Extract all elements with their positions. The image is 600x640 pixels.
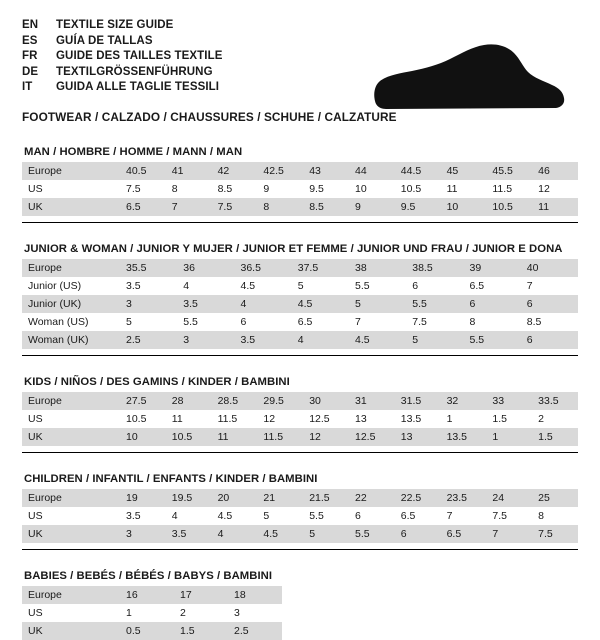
dress-shoe-icon [368,38,568,116]
language-row [22,18,352,34]
size-cell: 1.5 [532,428,578,446]
size-cell: 28.5 [212,392,258,410]
size-table [22,259,578,349]
size-cell: 8 [166,180,212,198]
size-cell: 1 [441,410,487,428]
size-cell: 11.5 [257,428,303,446]
size-cell: 29.5 [257,392,303,410]
size-cell: 45 [441,162,487,180]
table-row [22,586,578,604]
size-cell: 40.5 [120,162,166,180]
size-cell: 22 [349,489,395,507]
row-label: UK [22,622,120,640]
size-cell: 4 [212,525,258,543]
size-cell: 0.5 [120,622,174,640]
size-cell: 10 [120,428,166,446]
size-cell: 19 [120,489,166,507]
size-cell: 41 [166,162,212,180]
size-cell: 6 [395,525,441,543]
section-divider [22,549,578,550]
size-cell: 3.5 [235,331,292,349]
size-cell: 35.5 [120,259,177,277]
size-cell: 7 [349,313,406,331]
table-row [22,180,578,198]
size-cell: 6.5 [292,313,349,331]
size-cell: 18 [228,586,282,604]
size-cell: 7 [486,525,532,543]
size-cell: 46 [532,162,578,180]
section-divider [22,355,578,356]
size-cell: 4 [235,295,292,313]
size-cell: 2 [532,410,578,428]
size-tables-root [22,146,578,640]
size-table [22,162,578,216]
table-filler [282,604,578,622]
size-table [22,489,578,543]
size-cell: 3.5 [177,295,234,313]
size-cell: 20 [212,489,258,507]
row-label: UK [22,198,120,216]
size-cell: 39 [464,259,521,277]
size-cell: 5 [406,331,463,349]
size-cell: 6 [521,331,578,349]
language-title: GUIDE DES TAILLES TEXTILE [56,50,223,62]
table-row [22,489,578,507]
size-cell: 19.5 [166,489,212,507]
size-cell: 5.5 [349,525,395,543]
table-row [22,525,578,543]
size-cell: 9.5 [395,198,441,216]
size-cell: 5.5 [349,277,406,295]
size-cell: 3.5 [166,525,212,543]
size-cell: 5 [257,507,303,525]
size-cell: 12 [532,180,578,198]
size-cell: 6.5 [464,277,521,295]
size-cell: 36 [177,259,234,277]
footwear-heading: FOOTWEAR / CALZADO / CHAUSSURES / SCHUHE / CALZATURE [22,109,397,124]
size-cell: 22.5 [395,489,441,507]
size-cell: 6 [521,295,578,313]
size-cell: 7.5 [406,313,463,331]
size-cell: 44.5 [395,162,441,180]
size-cell: 7.5 [486,507,532,525]
size-cell: 44 [349,162,395,180]
size-table [22,392,578,446]
size-cell: 9.5 [303,180,349,198]
size-cell: 27.5 [120,392,166,410]
size-cell: 4.5 [212,507,258,525]
size-cell: 16 [120,586,174,604]
size-cell: 5.5 [464,331,521,349]
size-cell: 32 [441,392,487,410]
size-cell: 13.5 [441,428,487,446]
size-cell: 42 [212,162,258,180]
size-cell: 3 [177,331,234,349]
row-label: US [22,604,120,622]
row-label: Junior (UK) [22,295,120,313]
section-divider [22,222,578,223]
size-cell: 28 [166,392,212,410]
size-cell: 7.5 [120,180,166,198]
size-cell: 36.5 [235,259,292,277]
size-cell: 11 [212,428,258,446]
size-cell: 45.5 [486,162,532,180]
size-cell: 3.5 [120,277,177,295]
size-cell: 10.5 [120,410,166,428]
size-cell: 5.5 [406,295,463,313]
size-cell: 5.5 [303,507,349,525]
size-cell: 7 [441,507,487,525]
row-label: US [22,410,120,428]
table-row [22,277,578,295]
size-cell: 2.5 [120,331,177,349]
language-title: GUIDA ALLE TAGLIE TESSILI [56,81,220,93]
size-cell: 6 [464,295,521,313]
table-row [22,331,578,349]
size-cell: 4.5 [292,295,349,313]
size-cell: 11 [441,180,487,198]
size-section-babies [22,570,578,640]
size-cell: 6.5 [120,198,166,216]
size-cell: 8 [257,198,303,216]
row-label: Woman (UK) [22,331,120,349]
table-row [22,162,578,180]
size-cell: 30 [303,392,349,410]
size-cell: 8 [532,507,578,525]
row-label: Europe [22,259,120,277]
size-cell: 1 [120,604,174,622]
row-label: Europe [22,586,120,604]
size-section-junior-woman [22,243,578,356]
size-section-children [22,473,578,550]
size-cell: 4 [166,507,212,525]
table-row [22,507,578,525]
table-filler [282,586,578,604]
size-cell: 8 [464,313,521,331]
language-row [22,65,352,81]
size-section-man [22,146,578,223]
row-label: UK [22,428,120,446]
language-title: TEXTILGRÖSSENFÜHRUNG [56,65,213,78]
table-row [22,604,578,622]
size-cell: 38 [349,259,406,277]
table-row [22,295,578,313]
size-cell: 5 [292,277,349,295]
size-cell: 11 [166,410,212,428]
size-cell: 6 [235,313,292,331]
row-label: UK [22,525,120,543]
language-title-list [22,18,352,96]
row-label: Europe [22,392,120,410]
size-cell: 6 [406,277,463,295]
row-label: Junior (US) [22,277,120,295]
size-cell: 25 [532,489,578,507]
language-code: FR [22,50,38,62]
size-cell: 42.5 [257,162,303,180]
size-cell: 37.5 [292,259,349,277]
size-cell: 13 [349,410,395,428]
size-cell: 21.5 [303,489,349,507]
size-cell: 3 [120,295,177,313]
table-row [22,428,578,446]
row-label: US [22,180,120,198]
size-cell: 31.5 [395,392,441,410]
row-label: Woman (US) [22,313,120,331]
size-cell: 24 [486,489,532,507]
size-cell: 12.5 [303,410,349,428]
size-cell: 10 [349,180,395,198]
size-cell: 1 [486,428,532,446]
size-cell: 4 [292,331,349,349]
size-cell: 43 [303,162,349,180]
language-code: EN [22,19,39,31]
section-title: CHILDREN / INFANTIL / ENFANTS / KINDER / BAMBINI [24,473,318,485]
size-section-kids [22,376,578,453]
size-cell: 5 [349,295,406,313]
row-label: Europe [22,162,120,180]
size-cell: 11.5 [486,180,532,198]
table-row [22,313,578,331]
size-cell: 9 [257,180,303,198]
language-row [22,80,352,96]
size-cell: 6.5 [441,525,487,543]
size-cell: 3 [228,604,282,622]
table-row [22,198,578,216]
table-row [22,392,578,410]
table-filler [282,622,578,640]
size-table [22,586,578,640]
section-title: JUNIOR & WOMAN / JUNIOR Y MUJER / JUNIOR ET FEMME / JUNIOR UND FRAU / JUNIOR E DONA [24,243,563,255]
size-cell: 5.5 [177,313,234,331]
size-cell: 7.5 [532,525,578,543]
row-label: Europe [22,489,120,507]
size-cell: 12 [257,410,303,428]
language-code: DE [22,65,39,78]
size-cell: 6 [349,507,395,525]
size-cell: 12.5 [349,428,395,446]
language-code: IT [22,81,33,93]
size-cell: 10 [441,198,487,216]
size-cell: 3 [120,525,166,543]
language-row [22,34,352,50]
table-row [22,259,578,277]
size-cell: 11.5 [212,410,258,428]
size-cell: 13 [395,428,441,446]
size-cell: 7.5 [212,198,258,216]
size-cell: 10.5 [486,198,532,216]
size-cell: 8.5 [303,198,349,216]
size-cell: 8.5 [521,313,578,331]
size-cell: 4.5 [257,525,303,543]
size-cell: 5 [120,313,177,331]
size-cell: 33 [486,392,532,410]
size-cell: 38.5 [406,259,463,277]
size-cell: 40 [521,259,578,277]
size-cell: 3.5 [120,507,166,525]
table-row [22,410,578,428]
row-label: US [22,507,120,525]
size-cell: 9 [349,198,395,216]
size-cell: 12 [303,428,349,446]
size-cell: 1.5 [174,622,228,640]
size-cell: 33.5 [532,392,578,410]
size-cell: 11 [532,198,578,216]
size-cell: 10.5 [395,180,441,198]
size-cell: 5 [303,525,349,543]
size-cell: 21 [257,489,303,507]
size-cell: 23.5 [441,489,487,507]
size-cell: 4.5 [235,277,292,295]
size-cell: 1.5 [486,410,532,428]
language-title: GUÍA DE TALLAS [56,34,153,47]
size-cell: 6.5 [395,507,441,525]
size-cell: 31 [349,392,395,410]
language-title: TEXTILE SIZE GUIDE [56,19,174,31]
section-title: BABIES / BEBÉS / BÉBÉS / BABYS / BAMBINI [24,570,273,582]
size-cell: 10.5 [166,428,212,446]
section-title: KIDS / NIÑOS / DES GAMINS / KINDER / BAMBINI [24,376,290,388]
language-row [22,49,352,65]
language-code: ES [22,34,38,47]
document-header [22,18,578,126]
size-cell: 2 [174,604,228,622]
size-cell: 4 [177,277,234,295]
size-cell: 7 [166,198,212,216]
size-cell: 4.5 [349,331,406,349]
size-cell: 8.5 [212,180,258,198]
section-title: MAN / HOMBRE / HOMME / MANN / MAN [24,146,243,158]
size-cell: 2.5 [228,622,282,640]
size-cell: 7 [521,277,578,295]
size-cell: 17 [174,586,228,604]
size-cell: 13.5 [395,410,441,428]
section-divider [22,452,578,453]
table-row [22,622,578,640]
